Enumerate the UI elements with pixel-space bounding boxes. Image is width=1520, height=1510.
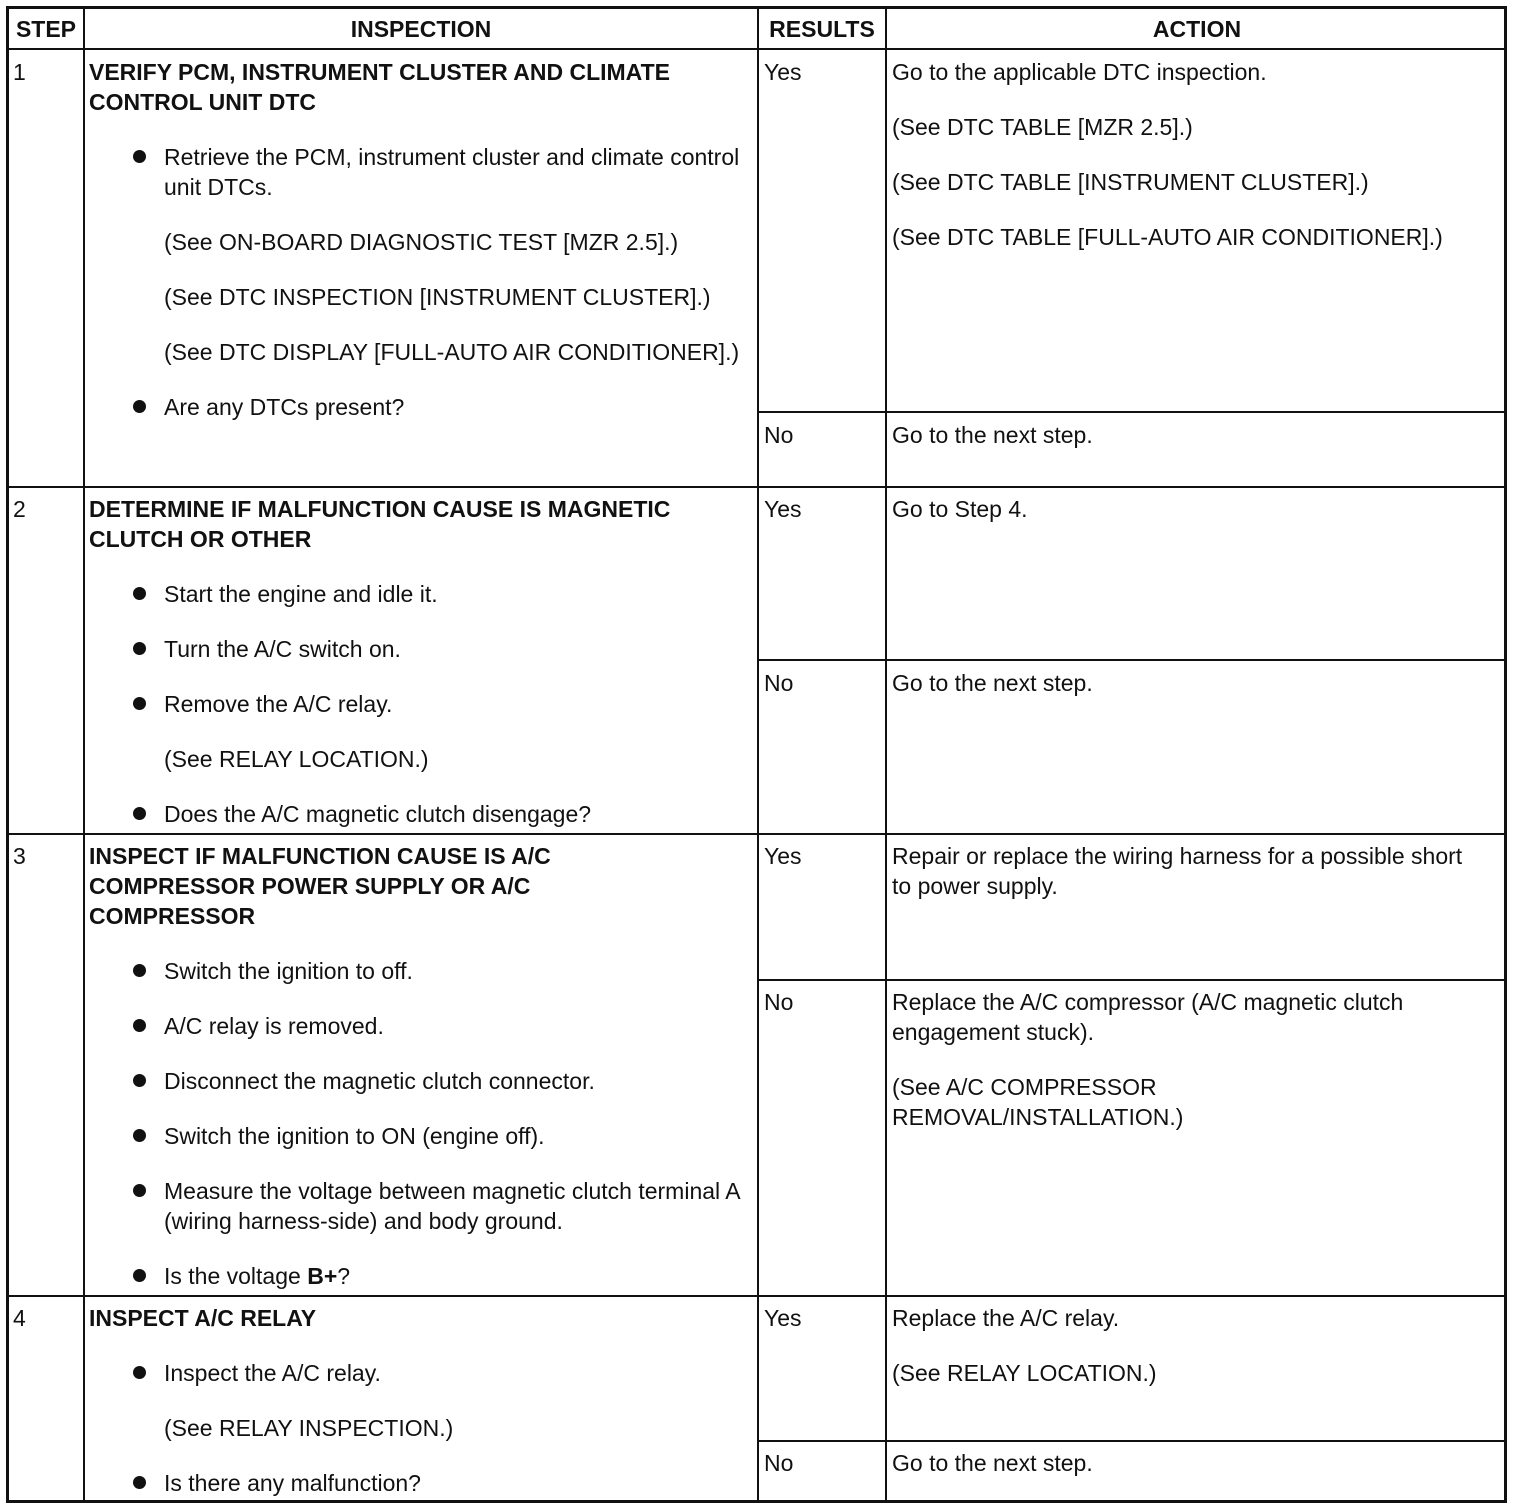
result-yes: Yes [764,496,802,522]
troubleshooting-table [6,6,1507,1503]
inspection-cell [89,57,753,422]
action-no [892,420,1502,475]
header-results: RESULTS [759,9,887,49]
result-no: No [764,989,794,1015]
result-yes: Yes [764,843,802,869]
action-line: Replace the A/C relay. [892,1305,1120,1331]
bullet-item: Are any DTCs present? [89,392,753,422]
header-step: STEP [9,9,85,49]
column-divider [885,9,887,1500]
step-number: 3 [13,843,26,869]
bullet-item: Switch the ignition to off. [89,956,753,986]
bullet-item: Inspect the A/C relay. [89,1358,753,1388]
action-line: (See A/C COMPRESSOR REMOVAL/INSTALLATION.) [892,1074,1184,1130]
step-number: 2 [13,496,26,522]
action-line: Go to the next step. [892,422,1093,448]
header-action: ACTION [1152,15,1242,42]
inspection-cell [89,1303,753,1498]
inspection-title: INSPECT IF MALFUNCTION CAUSE IS A/C COMPRESSOR POWER SUPPLY OR A/C COMPRESSOR [89,843,551,929]
inspection-title: DETERMINE IF MALFUNCTION CAUSE IS MAGNETIC CLUTCH OR OTHER [89,496,671,552]
bullet-item: Does the A/C magnetic clutch disengage? [89,799,753,829]
action-line: (See DTC TABLE [MZR 2.5].) [892,114,1193,140]
question-text: Is the voltage [164,1263,308,1289]
column-divider [757,9,759,1500]
action-line: Go to Step 4. [892,496,1028,522]
result-no: No [764,1450,794,1476]
bullet-item: Remove the A/C relay. [89,689,753,719]
action-no [892,668,1502,723]
action-no [892,1448,1502,1503]
action-line: Repair or replace the wiring harness for a possible short to power supply. [892,843,1463,899]
inspection-title: INSPECT A/C RELAY [89,1305,317,1331]
bullet-item: A/C relay is removed. [89,1011,753,1041]
bullet-item: Switch the ignition to ON (engine off). [89,1121,753,1151]
bullet-item: Measure the voltage between magnetic clutch terminal A (wiring harness-side) and body ground. [89,1176,753,1236]
action-line: Go to the next step. [892,670,1093,696]
column-divider [83,9,85,1500]
voltage-value: B+ [307,1263,338,1289]
action-yes [892,1303,1502,1413]
result-divider [757,659,1504,661]
result-no: No [764,422,794,448]
bullet-item: Is there any malfunction? [89,1468,753,1498]
reference-note: (See RELAY LOCATION.) [164,746,429,772]
inspection-cell [89,841,753,1291]
reference-note: (See ON-BOARD DIAGNOSTIC TEST [MZR 2.5].) [164,229,679,255]
question-mark: ? [337,1263,351,1289]
bullet-item: Start the engine and idle it. [89,579,753,609]
reference-note: (See DTC DISPLAY [FULL-AUTO AIR CONDITIONER].) [164,339,740,365]
step-number: 4 [13,1305,26,1331]
reference-note: (See DTC INSPECTION [INSTRUMENT CLUSTER].) [164,284,711,310]
result-divider [757,1440,1504,1442]
result-divider [757,979,1504,981]
inspection-cell [89,494,753,829]
step-number: 1 [13,59,26,85]
action-yes [892,841,1472,926]
bullet-item: Retrieve the PCM, instrument cluster and climate control unit DTCs. [89,142,753,202]
action-line: Go to the next step. [892,1450,1093,1476]
action-no [892,987,1472,1157]
result-yes: Yes [764,59,802,85]
inspection-title: VERIFY PCM, INSTRUMENT CLUSTER AND CLIMATE CONTROL UNIT DTC [89,59,670,115]
result-no: No [764,670,794,696]
reference-note: (See RELAY INSPECTION.) [164,1415,454,1441]
bullet-item: Turn the A/C switch on. [89,634,753,664]
bullet-item: Disconnect the magnetic clutch connector. [89,1066,753,1096]
action-line: Go to the applicable DTC inspection. [892,59,1267,85]
action-line: (See DTC TABLE [INSTRUMENT CLUSTER].) [892,169,1369,195]
result-yes: Yes [764,1305,802,1331]
bullet-item [89,1261,753,1291]
action-yes [892,494,1502,549]
result-divider [757,411,1504,413]
header-inspection: INSPECTION [85,9,759,49]
action-line: (See RELAY LOCATION.) [892,1360,1157,1386]
action-yes [892,57,1502,277]
action-line: Replace the A/C compressor (A/C magnetic clutch engagement stuck). [892,989,1404,1045]
action-line: (See DTC TABLE [FULL-AUTO AIR CONDITIONER].) [892,224,1443,250]
